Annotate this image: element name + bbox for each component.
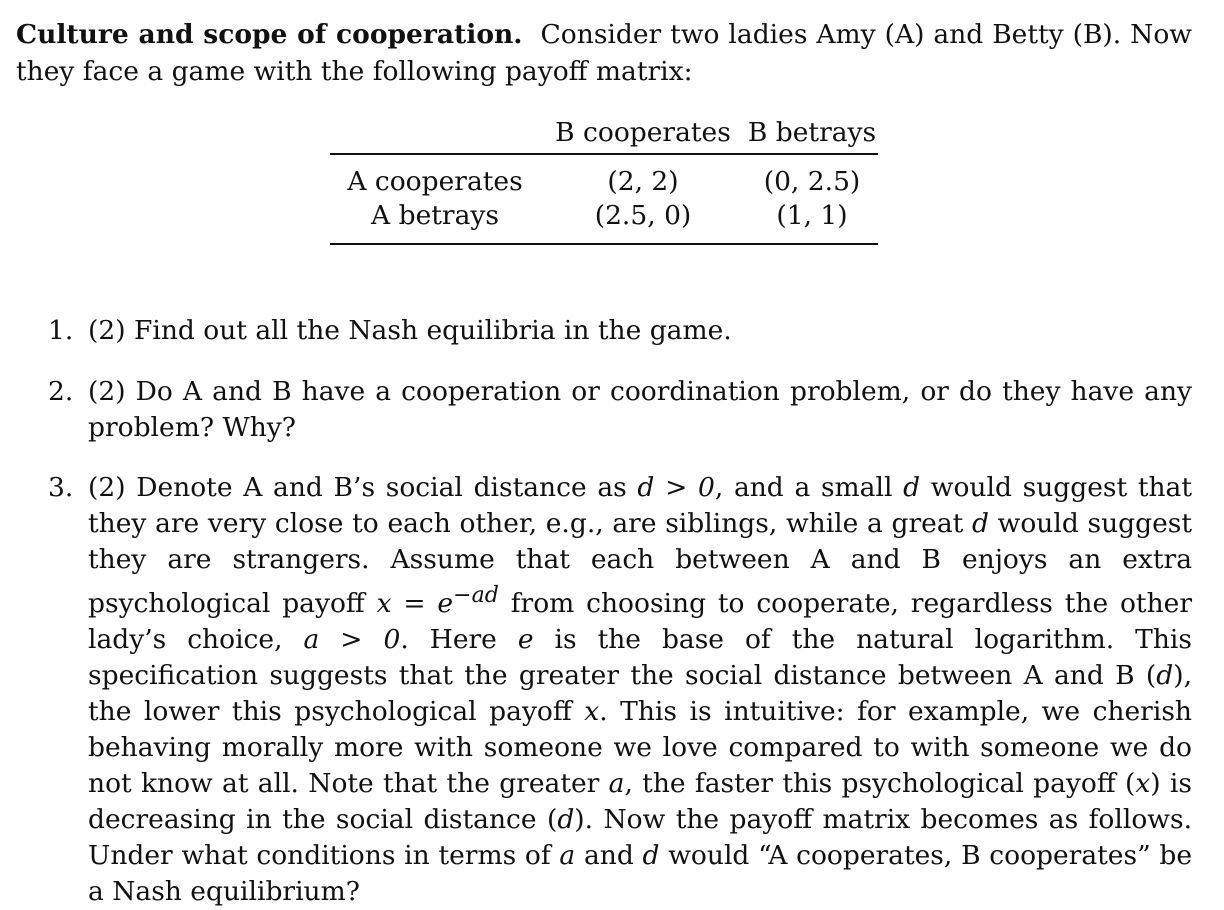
question-text xyxy=(88,470,1192,910)
col-header-b-betrays: B betrays xyxy=(747,117,877,148)
math-inline: d xyxy=(642,839,660,871)
row-header: A betrays xyxy=(330,199,540,244)
text-run: would suggest they are strangers. Assume that each between A and B enjoys an extra psychological payoff xyxy=(88,508,1193,619)
payoff-matrix xyxy=(330,116,878,245)
text-run: ). Now the payoff matrix becomes as follows. Under what conditions in terms of xyxy=(88,803,1192,871)
math-inline: d xyxy=(557,803,575,835)
math-inline: a > 0 xyxy=(303,623,401,655)
math-inline: x xyxy=(584,695,600,727)
text-run: from choosing to cooperate, regardless the other lady’s choice, xyxy=(88,587,1192,655)
question-3 xyxy=(48,470,1192,910)
intro-text: Consider two ladies Amy (A) and Betty (B). Now they face a game with the following payoff matrix: xyxy=(16,19,1192,87)
intro-paragraph xyxy=(16,16,1192,90)
text-run: , and a small xyxy=(714,472,904,503)
question-text: (2) Find out all the Nash equilibria in the game. xyxy=(88,315,732,346)
question-number: 3. xyxy=(48,472,74,503)
text-run: would “A cooperates, B cooperates” be a Nash equilibrium? xyxy=(88,839,1192,907)
math-inline: e xyxy=(517,623,534,655)
payoff-cell: (0, 2.5) xyxy=(746,154,878,199)
text-run: is the base of the natural logarithm. This specification suggests that the greater the social distance between A and B ( xyxy=(88,623,1192,691)
section-title: Culture and scope of cooperation. xyxy=(16,19,523,50)
question-number: 1. xyxy=(48,315,74,346)
col-header-b-cooperates: B cooperates xyxy=(555,117,731,148)
math-inline: d xyxy=(971,508,989,539)
payoff-cell: (2.5, 0) xyxy=(540,199,746,244)
matrix-row-a-cooperates xyxy=(330,154,878,199)
matrix-row-a-betrays xyxy=(330,199,878,244)
payoff-cell: (1, 1) xyxy=(746,199,878,244)
payoff-cell: (2, 2) xyxy=(540,154,746,199)
question-2 xyxy=(48,374,1192,446)
question-text: (2) Do A and B have a cooperation or coordination problem, or do they have any problem? Why? xyxy=(88,376,1192,443)
question-1 xyxy=(48,313,1192,349)
text-run: . This is intuitive: for example, we cherish behaving morally more with someone we love compared to with someone we do not know at all. Note that the greater xyxy=(88,695,1192,799)
math-superscript: −ad xyxy=(453,583,499,608)
math-inline: a xyxy=(608,767,625,799)
math-inline: a xyxy=(559,839,576,871)
text-run: . Here xyxy=(400,623,518,655)
row-header: A cooperates xyxy=(330,154,540,199)
text-run: would suggest that they are very close to each other, e.g., are siblings, while a great xyxy=(88,472,1192,539)
math-inline: x = e xyxy=(376,587,454,619)
math-inline: x xyxy=(1135,767,1151,799)
math-inline: d > 0 xyxy=(637,472,715,503)
text-run: , the faster this psychological payoff ( xyxy=(624,767,1136,799)
matrix-corner xyxy=(330,116,540,154)
question-number: 2. xyxy=(48,376,74,407)
text-run: ) is decreasing in the social distance ( xyxy=(88,767,1192,835)
text-run: (2) Denote A and B’s social distance as xyxy=(88,472,638,503)
math-inline: d xyxy=(1156,659,1174,691)
text-run: and xyxy=(575,839,643,871)
matrix-header-row xyxy=(330,116,878,154)
math-inline: d xyxy=(903,472,921,503)
text-run: ), the lower this psychological payoff xyxy=(88,659,1192,727)
